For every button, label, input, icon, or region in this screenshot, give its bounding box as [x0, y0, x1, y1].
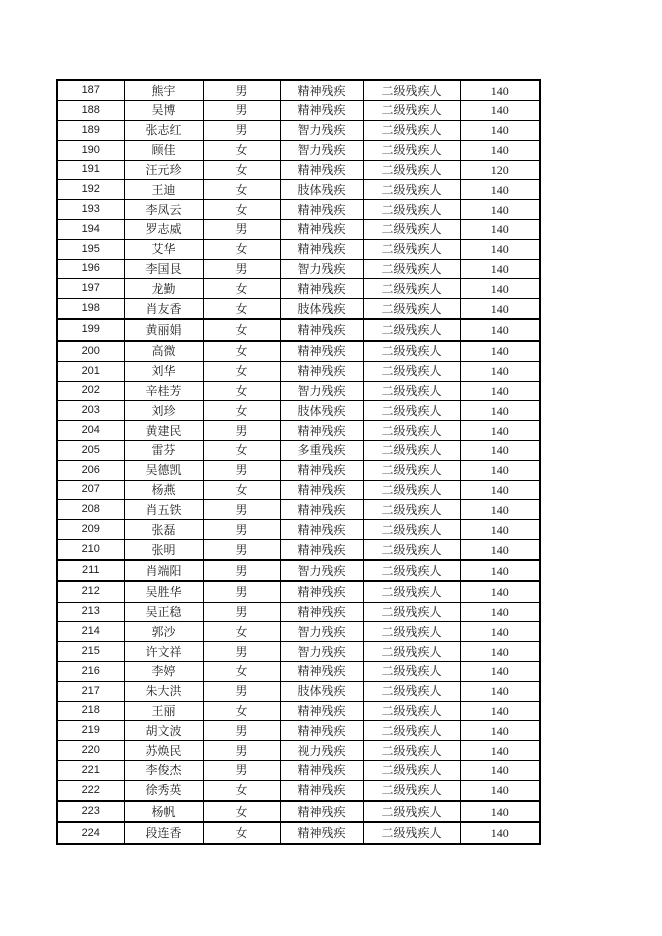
- disability-level-cell: 二级残疾人: [363, 721, 460, 741]
- disability-type-cell: 精神残疾: [280, 581, 363, 602]
- row-number-cell: 200: [57, 341, 124, 362]
- gender-cell: 女: [203, 200, 280, 220]
- row-number-cell: 224: [57, 822, 124, 844]
- disability-level-cell: 二级残疾人: [363, 560, 460, 581]
- disability-type-cell: 肢体残疾: [280, 681, 363, 701]
- table-row: [57, 381, 540, 401]
- name-cell: 肖友香: [124, 299, 203, 320]
- amount-cell: 140: [460, 120, 540, 140]
- amount-cell: 140: [460, 701, 540, 721]
- disability-level-cell: 二级残疾人: [363, 701, 460, 721]
- amount-cell: 140: [460, 721, 540, 741]
- name-cell: 杨帆: [124, 801, 203, 822]
- table-row: [57, 480, 540, 500]
- disability-level-cell: 二级残疾人: [363, 741, 460, 761]
- gender-cell: 男: [203, 540, 280, 561]
- disability-level-cell: 二级残疾人: [363, 200, 460, 220]
- disability-level-cell: 二级残疾人: [363, 581, 460, 602]
- gender-cell: 男: [203, 520, 280, 540]
- disability-level-cell: 二级残疾人: [363, 239, 460, 259]
- disability-level-cell: 二级残疾人: [363, 460, 460, 480]
- name-cell: 肖端阳: [124, 560, 203, 581]
- name-cell: 熊宇: [124, 80, 203, 101]
- amount-cell: 140: [460, 602, 540, 622]
- name-cell: 黄建民: [124, 421, 203, 441]
- disability-level-cell: 二级残疾人: [363, 661, 460, 681]
- amount-cell: 140: [460, 801, 540, 822]
- disability-type-cell: 精神残疾: [280, 661, 363, 681]
- table-row: [57, 101, 540, 121]
- row-number-cell: 198: [57, 299, 124, 320]
- disability-type-cell: 精神残疾: [280, 219, 363, 239]
- name-cell: 罗志威: [124, 219, 203, 239]
- disability-level-cell: 二级残疾人: [363, 440, 460, 460]
- disability-type-cell: 精神残疾: [280, 319, 363, 340]
- table-sheet: [56, 79, 541, 845]
- disability-level-cell: 二级残疾人: [363, 219, 460, 239]
- gender-cell: 男: [203, 721, 280, 741]
- amount-cell: 140: [460, 341, 540, 362]
- name-cell: 刘珍: [124, 401, 203, 421]
- disability-type-cell: 智力残疾: [280, 259, 363, 279]
- disability-level-cell: 二级残疾人: [363, 421, 460, 441]
- name-cell: 刘华: [124, 361, 203, 381]
- gender-cell: 女: [203, 239, 280, 259]
- row-number-cell: 197: [57, 279, 124, 299]
- gender-cell: 男: [203, 642, 280, 662]
- gender-cell: 男: [203, 259, 280, 279]
- row-number-cell: 216: [57, 661, 124, 681]
- name-cell: 郭沙: [124, 622, 203, 642]
- name-cell: 张磊: [124, 520, 203, 540]
- amount-cell: 140: [460, 622, 540, 642]
- row-number-cell: 195: [57, 239, 124, 259]
- disability-type-cell: 精神残疾: [280, 721, 363, 741]
- table-row: [57, 780, 540, 801]
- row-number-cell: 222: [57, 780, 124, 801]
- gender-cell: 男: [203, 741, 280, 761]
- disability-type-cell: 精神残疾: [280, 341, 363, 362]
- gender-cell: 女: [203, 780, 280, 801]
- gender-cell: 女: [203, 440, 280, 460]
- disability-type-cell: 精神残疾: [280, 361, 363, 381]
- amount-cell: 140: [460, 200, 540, 220]
- gender-cell: 男: [203, 581, 280, 602]
- disability-type-cell: 精神残疾: [280, 200, 363, 220]
- amount-cell: 140: [460, 381, 540, 401]
- table-row: [57, 520, 540, 540]
- disability-type-cell: 精神残疾: [280, 279, 363, 299]
- disability-level-cell: 二级残疾人: [363, 500, 460, 520]
- amount-cell: 140: [460, 401, 540, 421]
- row-number-cell: 203: [57, 401, 124, 421]
- disability-level-cell: 二级残疾人: [363, 540, 460, 561]
- disability-type-cell: 精神残疾: [280, 602, 363, 622]
- disability-level-cell: 二级残疾人: [363, 642, 460, 662]
- gender-cell: 男: [203, 681, 280, 701]
- gender-cell: 女: [203, 480, 280, 500]
- disability-type-cell: 精神残疾: [280, 761, 363, 781]
- amount-cell: 120: [460, 160, 540, 180]
- row-number-cell: 188: [57, 101, 124, 121]
- row-number-cell: 194: [57, 219, 124, 239]
- disability-type-cell: 智力残疾: [280, 140, 363, 160]
- amount-cell: 140: [460, 581, 540, 602]
- table-row: [57, 239, 540, 259]
- name-cell: 吴正稳: [124, 602, 203, 622]
- name-cell: 段连香: [124, 822, 203, 844]
- disability-level-cell: 二级残疾人: [363, 120, 460, 140]
- gender-cell: 男: [203, 219, 280, 239]
- row-number-cell: 220: [57, 741, 124, 761]
- gender-cell: 男: [203, 120, 280, 140]
- disability-level-cell: 二级残疾人: [363, 80, 460, 101]
- table-row: [57, 200, 540, 220]
- gender-cell: 女: [203, 381, 280, 401]
- row-number-cell: 207: [57, 480, 124, 500]
- name-cell: 李俊杰: [124, 761, 203, 781]
- name-cell: 苏焕民: [124, 741, 203, 761]
- table-row: [57, 761, 540, 781]
- table-row: [57, 602, 540, 622]
- disability-level-cell: 二级残疾人: [363, 101, 460, 121]
- table-row: [57, 299, 540, 320]
- disability-level-cell: 二级残疾人: [363, 622, 460, 642]
- disability-type-cell: 智力残疾: [280, 381, 363, 401]
- table-row: [57, 219, 540, 239]
- disability-level-cell: 二级残疾人: [363, 602, 460, 622]
- disability-type-cell: 智力残疾: [280, 120, 363, 140]
- table-row: [57, 661, 540, 681]
- table-row: [57, 822, 540, 844]
- name-cell: 龙勤: [124, 279, 203, 299]
- disability-level-cell: 二级残疾人: [363, 341, 460, 362]
- gender-cell: 男: [203, 460, 280, 480]
- disability-type-cell: 视力残疾: [280, 741, 363, 761]
- amount-cell: 140: [460, 560, 540, 581]
- disability-level-cell: 二级残疾人: [363, 279, 460, 299]
- gender-cell: 男: [203, 500, 280, 520]
- row-number-cell: 192: [57, 180, 124, 200]
- amount-cell: 140: [460, 661, 540, 681]
- amount-cell: 140: [460, 259, 540, 279]
- row-number-cell: 191: [57, 160, 124, 180]
- disability-type-cell: 智力残疾: [280, 642, 363, 662]
- disability-level-cell: 二级残疾人: [363, 361, 460, 381]
- gender-cell: 男: [203, 80, 280, 101]
- name-cell: 吴博: [124, 101, 203, 121]
- name-cell: 胡文波: [124, 721, 203, 741]
- row-number-cell: 205: [57, 440, 124, 460]
- row-number-cell: 213: [57, 602, 124, 622]
- disability-type-cell: 精神残疾: [280, 540, 363, 561]
- row-number-cell: 204: [57, 421, 124, 441]
- row-number-cell: 201: [57, 361, 124, 381]
- name-cell: 汪元珍: [124, 160, 203, 180]
- amount-cell: 140: [460, 761, 540, 781]
- disability-type-cell: 精神残疾: [280, 460, 363, 480]
- table-row: [57, 80, 540, 101]
- disability-type-cell: 肢体残疾: [280, 401, 363, 421]
- gender-cell: 男: [203, 761, 280, 781]
- disability-type-cell: 精神残疾: [280, 801, 363, 822]
- name-cell: 许文祥: [124, 642, 203, 662]
- table-row: [57, 421, 540, 441]
- gender-cell: 女: [203, 701, 280, 721]
- disability-type-cell: 精神残疾: [280, 520, 363, 540]
- gender-cell: 男: [203, 421, 280, 441]
- gender-cell: 女: [203, 822, 280, 844]
- amount-cell: 140: [460, 540, 540, 561]
- name-cell: 顾佳: [124, 140, 203, 160]
- gender-cell: 女: [203, 180, 280, 200]
- table-row: [57, 681, 540, 701]
- table-row: [57, 401, 540, 421]
- disability-type-cell: 精神残疾: [280, 701, 363, 721]
- row-number-cell: 212: [57, 581, 124, 602]
- table-row: [57, 622, 540, 642]
- disability-level-cell: 二级残疾人: [363, 681, 460, 701]
- gender-cell: 女: [203, 401, 280, 421]
- name-cell: 王丽: [124, 701, 203, 721]
- row-number-cell: 211: [57, 560, 124, 581]
- table-row: [57, 160, 540, 180]
- disability-subsidy-table: [56, 79, 541, 845]
- gender-cell: 女: [203, 341, 280, 362]
- amount-cell: 140: [460, 480, 540, 500]
- table-row: [57, 120, 540, 140]
- disability-level-cell: 二级残疾人: [363, 140, 460, 160]
- name-cell: 肖五铁: [124, 500, 203, 520]
- table-row: [57, 701, 540, 721]
- row-number-cell: 219: [57, 721, 124, 741]
- row-number-cell: 190: [57, 140, 124, 160]
- amount-cell: 140: [460, 219, 540, 239]
- table-row: [57, 259, 540, 279]
- name-cell: 徐秀英: [124, 780, 203, 801]
- amount-cell: 140: [460, 101, 540, 121]
- gender-cell: 女: [203, 361, 280, 381]
- table-row: [57, 540, 540, 561]
- name-cell: 雷芬: [124, 440, 203, 460]
- amount-cell: 140: [460, 180, 540, 200]
- amount-cell: 140: [460, 642, 540, 662]
- amount-cell: 140: [460, 239, 540, 259]
- disability-level-cell: 二级残疾人: [363, 259, 460, 279]
- table-row: [57, 741, 540, 761]
- table-row: [57, 361, 540, 381]
- disability-type-cell: 肢体残疾: [280, 180, 363, 200]
- gender-cell: 女: [203, 140, 280, 160]
- row-number-cell: 209: [57, 520, 124, 540]
- disability-type-cell: 精神残疾: [280, 160, 363, 180]
- disability-type-cell: 精神残疾: [280, 101, 363, 121]
- disability-type-cell: 精神残疾: [280, 239, 363, 259]
- name-cell: 李国艮: [124, 259, 203, 279]
- gender-cell: 女: [203, 319, 280, 340]
- disability-type-cell: 精神残疾: [280, 780, 363, 801]
- amount-cell: 140: [460, 319, 540, 340]
- disability-type-cell: 精神残疾: [280, 421, 363, 441]
- disability-level-cell: 二级残疾人: [363, 801, 460, 822]
- row-number-cell: 208: [57, 500, 124, 520]
- amount-cell: 140: [460, 460, 540, 480]
- row-number-cell: 193: [57, 200, 124, 220]
- table-row: [57, 279, 540, 299]
- amount-cell: 140: [460, 500, 540, 520]
- name-cell: 杨燕: [124, 480, 203, 500]
- row-number-cell: 187: [57, 80, 124, 101]
- disability-level-cell: 二级残疾人: [363, 180, 460, 200]
- disability-level-cell: 二级残疾人: [363, 780, 460, 801]
- disability-level-cell: 二级残疾人: [363, 381, 460, 401]
- disability-type-cell: 精神残疾: [280, 500, 363, 520]
- name-cell: 吴胜华: [124, 581, 203, 602]
- gender-cell: 女: [203, 801, 280, 822]
- table-row: [57, 460, 540, 480]
- name-cell: 朱大洪: [124, 681, 203, 701]
- disability-type-cell: 精神残疾: [280, 480, 363, 500]
- gender-cell: 男: [203, 101, 280, 121]
- row-number-cell: 189: [57, 120, 124, 140]
- table-row: [57, 721, 540, 741]
- name-cell: 李婷: [124, 661, 203, 681]
- table-row: [57, 341, 540, 362]
- amount-cell: 140: [460, 681, 540, 701]
- table-row: [57, 319, 540, 340]
- row-number-cell: 210: [57, 540, 124, 561]
- name-cell: 张明: [124, 540, 203, 561]
- name-cell: 李凤云: [124, 200, 203, 220]
- gender-cell: 男: [203, 602, 280, 622]
- name-cell: 黄丽娟: [124, 319, 203, 340]
- disability-level-cell: 二级残疾人: [363, 520, 460, 540]
- name-cell: 吴德凯: [124, 460, 203, 480]
- disability-type-cell: 智力残疾: [280, 622, 363, 642]
- gender-cell: 女: [203, 622, 280, 642]
- gender-cell: 女: [203, 661, 280, 681]
- amount-cell: 140: [460, 822, 540, 844]
- amount-cell: 140: [460, 140, 540, 160]
- row-number-cell: 217: [57, 681, 124, 701]
- gender-cell: 女: [203, 160, 280, 180]
- disability-type-cell: 精神残疾: [280, 80, 363, 101]
- row-number-cell: 196: [57, 259, 124, 279]
- name-cell: 高微: [124, 341, 203, 362]
- disability-level-cell: 二级残疾人: [363, 160, 460, 180]
- name-cell: 艾华: [124, 239, 203, 259]
- disability-type-cell: 多重残疾: [280, 440, 363, 460]
- row-number-cell: 223: [57, 801, 124, 822]
- amount-cell: 140: [460, 361, 540, 381]
- table-row: [57, 581, 540, 602]
- table-row: [57, 140, 540, 160]
- row-number-cell: 202: [57, 381, 124, 401]
- row-number-cell: 221: [57, 761, 124, 781]
- amount-cell: 140: [460, 440, 540, 460]
- gender-cell: 女: [203, 279, 280, 299]
- table-row: [57, 180, 540, 200]
- row-number-cell: 206: [57, 460, 124, 480]
- row-number-cell: 214: [57, 622, 124, 642]
- name-cell: 张志红: [124, 120, 203, 140]
- table-row: [57, 500, 540, 520]
- disability-level-cell: 二级残疾人: [363, 822, 460, 844]
- disability-level-cell: 二级残疾人: [363, 401, 460, 421]
- disability-type-cell: 精神残疾: [280, 822, 363, 844]
- amount-cell: 140: [460, 520, 540, 540]
- amount-cell: 140: [460, 80, 540, 101]
- table-row: [57, 801, 540, 822]
- disability-type-cell: 肢体残疾: [280, 299, 363, 320]
- amount-cell: 140: [460, 741, 540, 761]
- gender-cell: 女: [203, 299, 280, 320]
- table-row: [57, 440, 540, 460]
- name-cell: 辛桂芳: [124, 381, 203, 401]
- row-number-cell: 218: [57, 701, 124, 721]
- name-cell: 王迪: [124, 180, 203, 200]
- disability-level-cell: 二级残疾人: [363, 480, 460, 500]
- disability-level-cell: 二级残疾人: [363, 319, 460, 340]
- table-row: [57, 560, 540, 581]
- table-row: [57, 642, 540, 662]
- table-body: [57, 80, 540, 844]
- amount-cell: 140: [460, 780, 540, 801]
- amount-cell: 140: [460, 279, 540, 299]
- row-number-cell: 215: [57, 642, 124, 662]
- gender-cell: 男: [203, 560, 280, 581]
- row-number-cell: 199: [57, 319, 124, 340]
- disability-level-cell: 二级残疾人: [363, 299, 460, 320]
- disability-level-cell: 二级残疾人: [363, 761, 460, 781]
- amount-cell: 140: [460, 421, 540, 441]
- amount-cell: 140: [460, 299, 540, 320]
- disability-type-cell: 智力残疾: [280, 560, 363, 581]
